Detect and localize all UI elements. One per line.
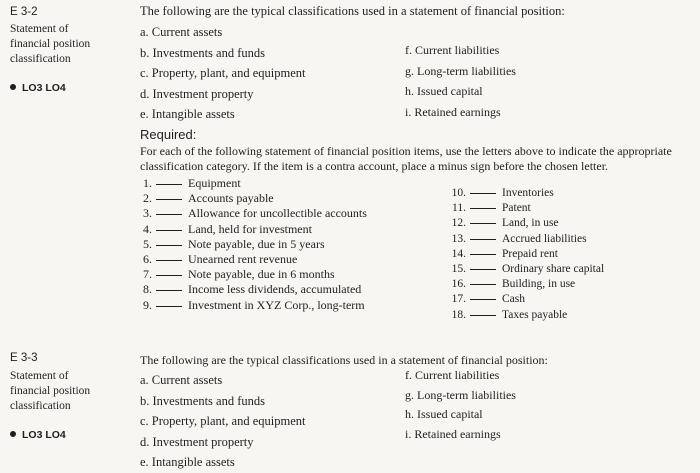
exercise-title [10,22,90,67]
learning-objectives-text: LO3 LO4 [22,429,66,441]
items-list-right [446,186,604,323]
answer-blank[interactable] [470,193,496,194]
classification-item: d. Investment property [140,434,254,449]
answer-blank[interactable] [470,299,496,300]
classification-item: g. Long-term liabilities [405,63,516,78]
answer-blank[interactable] [470,315,496,316]
answer-blank[interactable] [470,284,496,285]
classification-item: e. Intangible assets [140,107,235,121]
exercise-title-line: financial position [10,38,91,50]
answer-blank[interactable] [470,254,496,255]
list-item: 16. Building, in use [451,278,576,291]
list-item: 12. Land, in use [451,217,559,230]
instruction-line: For each of the following statement of financial position items, use the letters above to indicate the appropriate [140,144,672,158]
classification-list-right [405,40,516,122]
intro-text: The following are the typical classifications used in a statement of financial position: [140,353,548,367]
classification-list-left [140,370,305,473]
classification-item: g. Long-term liabilities [405,387,516,402]
list-item: 1. Equipment [143,176,241,190]
answer-blank[interactable] [156,260,182,261]
intro-text: The following are the typical classifications used in a statement of financial position: [140,4,565,18]
learning-objectives-text: LO3 LO4 [22,82,66,94]
answer-blank[interactable] [156,230,182,231]
exercise-title-line: classification [10,53,71,65]
exercise-title-line: financial position [10,385,91,397]
classification-item: i. Retained earnings [405,104,501,119]
list-item: 15. Ordinary share capital [451,262,605,275]
answer-blank[interactable] [156,184,182,185]
classification-item: h. Issued capital [405,407,483,421]
items-list-left [132,176,367,313]
learning-objectives [10,80,66,95]
exercise-number: E 3-2 [10,6,38,18]
bullet-icon [10,84,16,90]
classification-item: a. Current assets [140,373,223,387]
classification-item: b. Investments and funds [140,393,265,408]
classification-item: e. Intangible assets [140,455,235,469]
classification-item: a. Current assets [140,25,223,39]
list-item: 3. Allowance for uncollectible accounts [143,206,367,221]
classification-item: f. Current liabilities [405,43,500,57]
answer-blank[interactable] [470,223,496,224]
list-item: 14. Prepaid rent [451,247,558,260]
list-item: 6. Unearned rent revenue [143,251,298,266]
classification-list-right [405,366,516,444]
required-heading: Required: [140,127,197,142]
list-item: 13. Accrued liabilities [451,232,587,245]
classification-list-left [140,22,305,125]
answer-blank[interactable] [156,245,182,246]
list-item: 18. Taxes payable [451,308,568,321]
classification-item: b. Investments and funds [140,45,265,60]
list-item: 2. Accounts payable [143,191,274,206]
exercise-title [10,369,90,414]
classification-item: d. Investment property [140,86,254,101]
learning-objectives [10,427,66,442]
answer-blank[interactable] [156,199,182,200]
exercise-title-line: Statement of [10,23,69,35]
answer-blank[interactable] [156,306,182,307]
exercise-title-line: Statement of [10,370,69,382]
list-item: 9. Investment in XYZ Corp., long-term [143,297,365,312]
classification-item: i. Retained earnings [405,426,501,441]
list-item: 10. Inventories [451,187,554,199]
classification-item: c. Property, plant, and equipment [140,66,306,80]
answer-blank[interactable] [470,208,496,209]
list-item: 17. Cash [451,293,525,306]
instruction-line: classification category. If the item is a contra account, place a minus sign before the chosen letter. [140,159,609,173]
classification-item: h. Issued capital [405,84,483,98]
bullet-icon [10,431,16,437]
list-item: 8. Income less dividends, accumulated [143,282,362,297]
answer-blank[interactable] [156,290,182,291]
list-item: 5. Note payable, due in 5 years [143,236,325,251]
exercise-title-line: classification [10,400,71,412]
exercise-number: E 3-3 [10,352,38,364]
answer-blank[interactable] [470,269,496,270]
list-item: 11. Patent [452,202,531,215]
answer-blank[interactable] [156,275,182,276]
list-item: 7. Note payable, due in 6 months [143,267,335,282]
classification-item: f. Current liabilities [405,368,500,382]
list-item: 4. Land, held for investment [143,221,312,236]
answer-blank[interactable] [470,239,496,240]
answer-blank[interactable] [156,214,182,215]
classification-item: c. Property, plant, and equipment [140,414,306,428]
